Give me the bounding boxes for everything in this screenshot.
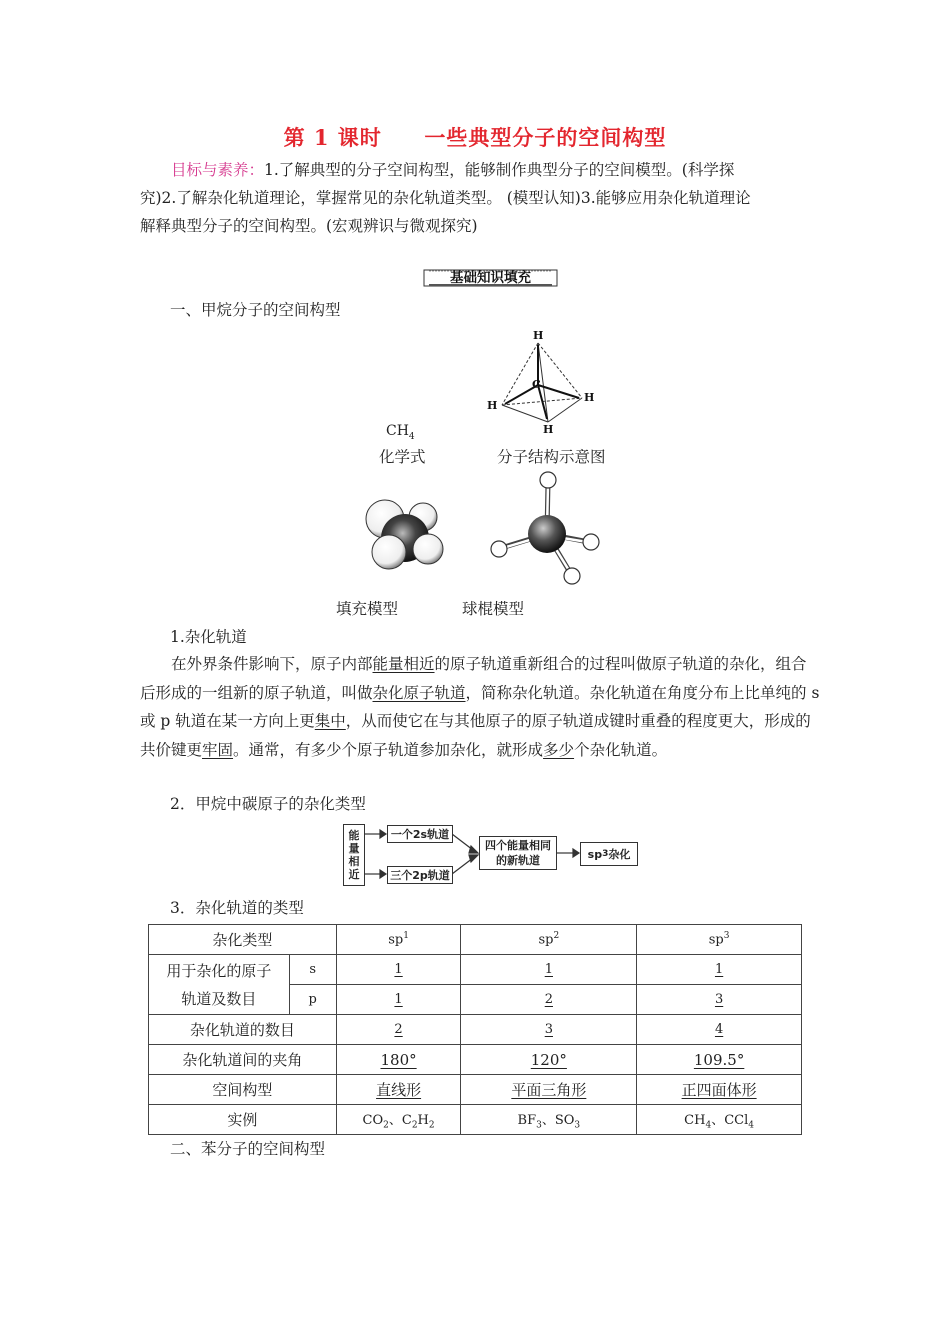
- sub-2-heading: 2．甲烷中碳原子的杂化类型: [170, 795, 366, 813]
- ex-a: CH: [684, 1112, 706, 1128]
- ex-a: BF: [517, 1112, 537, 1128]
- count-value: [461, 1015, 637, 1045]
- angle-value-text: 109.5°: [693, 1050, 745, 1069]
- para-text-6: 个杂化轨道。: [574, 740, 668, 759]
- section-1-heading: 一、甲烷分子的空间构型: [170, 301, 341, 319]
- p-value: [637, 985, 802, 1015]
- hybrid-orbital-paragraph: [140, 650, 820, 764]
- page-title: [0, 122, 950, 152]
- s-value: [637, 955, 802, 985]
- angle-value: [637, 1045, 802, 1075]
- p-value-text: 3: [714, 992, 724, 1007]
- formula-subscript: 4: [408, 431, 415, 442]
- ex-sep: 、: [711, 1112, 725, 1128]
- s-value-text: 1: [394, 962, 403, 977]
- type-sup: 2: [553, 931, 560, 942]
- ex-b: SO: [554, 1112, 575, 1128]
- energy-char-4: 近: [348, 868, 360, 881]
- angle-value-text: 120°: [530, 1050, 567, 1069]
- sp3-text: sp: [587, 847, 603, 861]
- angle-value: [461, 1045, 637, 1075]
- para-answer-1: 能量相近: [372, 655, 435, 673]
- banner-text: 基础知识填充: [450, 270, 531, 286]
- four-new-line-2: 的新轨道: [496, 854, 540, 867]
- atom-h-top: H: [533, 329, 544, 342]
- learning-goals: [140, 156, 820, 240]
- shape-value: [637, 1075, 802, 1105]
- shape-label: 空间构型: [149, 1075, 337, 1105]
- ex-b: CCl: [724, 1112, 749, 1128]
- ex-sep: 、: [541, 1112, 555, 1128]
- count-value-text: 3: [544, 1022, 553, 1037]
- type-base: sp: [708, 932, 724, 948]
- four-new-orbitals-box: [479, 836, 557, 870]
- p-value: [336, 985, 461, 1015]
- sp3-suffix: 杂化: [608, 847, 631, 861]
- ex-b-sub2: 2: [428, 1120, 435, 1131]
- count-value: [336, 1015, 461, 1045]
- example-value: [461, 1105, 637, 1135]
- type-sp2: [461, 925, 637, 955]
- count-label: 杂化轨道的数目: [149, 1015, 337, 1045]
- p-value-text: 1: [394, 992, 403, 1007]
- header-type: 杂化类型: [149, 925, 337, 955]
- table-row: [149, 1105, 802, 1135]
- four-new-line-1: 四个能量相同: [485, 839, 551, 852]
- atom-h-right: H: [584, 391, 595, 404]
- one-2s-box: 一个2s轨道: [387, 825, 453, 843]
- table-row: [149, 1045, 802, 1075]
- shape-value: [336, 1075, 461, 1105]
- sub-1-heading: 1.杂化轨道: [170, 628, 247, 646]
- orbitals-label-line-1: 用于杂化的原子: [166, 961, 272, 980]
- section-2-heading: 二、苯分子的空间构型: [170, 1140, 326, 1158]
- para-answer-4: 牢固: [202, 740, 234, 759]
- energy-close-box: [343, 824, 365, 886]
- structure-caption: 分子结构示意图: [497, 448, 606, 466]
- table-row: [149, 925, 802, 955]
- sp3-result-box: [580, 842, 638, 866]
- p-value-text: 2: [544, 992, 553, 1007]
- para-answer-2: 杂化原子轨道: [372, 683, 466, 702]
- lesson-number: 第 1 课时: [283, 125, 382, 150]
- hybridization-flow-diagram: [343, 822, 643, 888]
- goals-line-1: 1.了解典型的分子空间构型，能够制作典型分子的空间模型。(科学探: [264, 161, 735, 179]
- atom-h-bottom: H: [543, 423, 554, 435]
- type-base: sp: [388, 932, 404, 948]
- energy-char-3: 相: [348, 855, 360, 868]
- methane-structure-diagram: [478, 325, 608, 435]
- para-text-5: 。通常，有多少个原子轨道参加杂化，就形成: [233, 740, 544, 759]
- goals-label: 目标与素养：: [171, 161, 265, 179]
- example-value: [637, 1105, 802, 1135]
- atom-c: C: [532, 378, 541, 391]
- formula-caption: 化学式: [379, 448, 426, 466]
- table-row: [149, 1015, 802, 1045]
- lesson-title: 一些典型分子的空间构型: [424, 125, 667, 150]
- ex-a-sub: 2: [383, 1120, 389, 1131]
- orbitals-label: [149, 955, 290, 1015]
- orbitals-label-line-2: 轨道及数目: [181, 989, 257, 1008]
- ball-stick-caption: 球棍模型: [462, 600, 525, 618]
- angle-value: [336, 1045, 461, 1075]
- count-value-text: 2: [394, 1022, 403, 1037]
- para-text-2: 的原子轨道重新组合的过程叫做原子轨道的杂化，组合后形成的一组新的原子轨道，叫做: [140, 655, 807, 702]
- s-value-text: 1: [714, 962, 724, 977]
- section-banner: [423, 268, 558, 288]
- angle-value-text: 180°: [380, 1050, 417, 1069]
- p-label: p: [289, 985, 336, 1015]
- table-row: [149, 955, 802, 985]
- goals-line-3: 解释典型分子的空间构型。(宏观辨识与微观探究): [140, 217, 478, 235]
- energy-char-2: 量: [348, 842, 360, 855]
- type-sp1: [336, 925, 461, 955]
- shape-value-text: 平面三角形: [511, 1081, 587, 1099]
- para-answer-3: 集中: [314, 712, 346, 730]
- s-value-text: 1: [544, 962, 553, 977]
- para-text-4: ，从而使它在与其他原子的原子轨道成键时重叠的程度更大，形成的共价键更: [140, 712, 811, 759]
- ex-sep: 、: [388, 1112, 402, 1128]
- example-label: 实例: [149, 1105, 337, 1135]
- table-row: [149, 1075, 802, 1105]
- shape-value: [461, 1075, 637, 1105]
- three-2p-box: 三个2p轨道: [387, 866, 453, 884]
- count-value-text: 4: [714, 1022, 724, 1037]
- space-filling-model: [355, 495, 450, 575]
- s-value: [336, 955, 461, 985]
- example-value: [336, 1105, 461, 1135]
- s-label: s: [289, 955, 336, 985]
- type-sup: 3: [723, 931, 730, 942]
- type-base: sp: [538, 932, 554, 948]
- type-sup: 1: [403, 931, 409, 942]
- p-value: [461, 985, 637, 1015]
- count-value: [637, 1015, 802, 1045]
- atom-h-left: H: [487, 399, 498, 412]
- shape-value-text: 直线形: [376, 1081, 422, 1099]
- ex-b-sub1: 4: [748, 1120, 755, 1131]
- methane-formula: [386, 423, 415, 442]
- formula-text: CH: [386, 423, 409, 439]
- ball-stick-model: [485, 470, 605, 585]
- ex-b-sub1: 2: [411, 1120, 418, 1131]
- para-text-1: 在外界条件影响下，原子内部: [171, 655, 373, 673]
- angle-label: 杂化轨道间的夹角: [149, 1045, 337, 1075]
- energy-char-1: 能: [348, 829, 360, 842]
- hybrid-types-table: [148, 924, 802, 1135]
- type-sp3: [637, 925, 802, 955]
- goals-line-2: 究)2.了解杂化轨道理论，掌握常见的杂化轨道类型。 (模型认知)3.能够应用杂化轨道理论: [140, 189, 751, 207]
- s-value: [461, 955, 637, 985]
- para-answer-5: 多少: [543, 740, 575, 759]
- ex-a-sub: 4: [705, 1120, 712, 1131]
- sp3-sup: 3: [602, 848, 609, 859]
- ex-b-sub1: 3: [574, 1120, 581, 1131]
- space-fill-caption: 填充模型: [336, 600, 399, 618]
- sub-3-heading: 3．杂化轨道的类型: [170, 899, 304, 917]
- shape-value-text: 正四面体形: [681, 1081, 757, 1099]
- ex-b-mid: H: [417, 1112, 429, 1128]
- ex-b: C: [401, 1112, 412, 1128]
- ex-a: CO: [362, 1112, 384, 1128]
- ex-a-sub: 3: [536, 1120, 542, 1131]
- para-text-3: ，简称杂化轨道。杂化轨道在角度分布上比单纯的 s 或 p 轨道在某一方向上更: [140, 683, 820, 730]
